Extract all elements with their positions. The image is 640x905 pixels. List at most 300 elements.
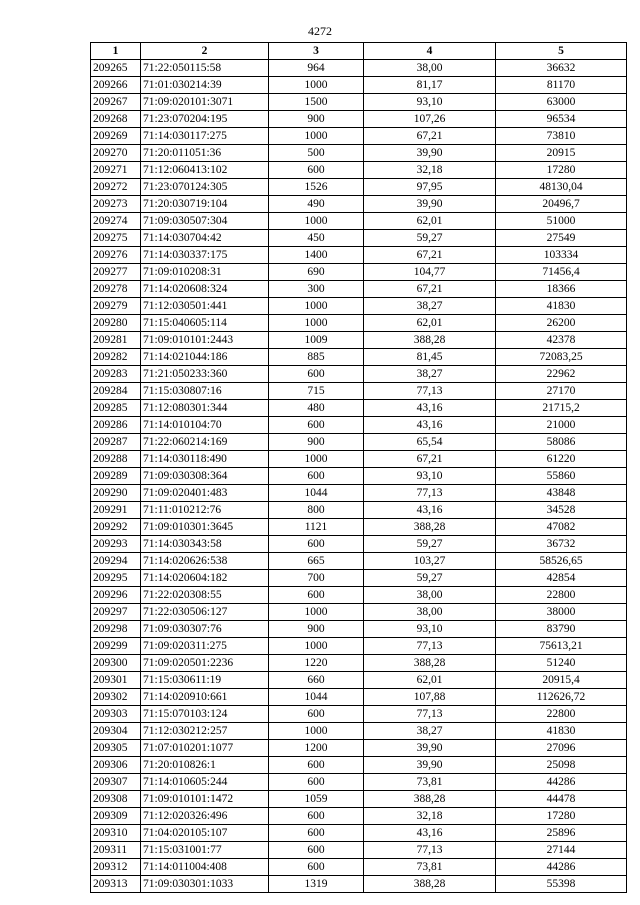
value-cell: 17280 <box>496 162 627 179</box>
row-number-cell: 209287 <box>91 434 141 451</box>
row-number-cell: 209293 <box>91 536 141 553</box>
rate-cell: 388,28 <box>364 655 496 672</box>
area-cell: 800 <box>269 502 364 519</box>
value-cell: 27096 <box>496 740 627 757</box>
row-number-cell: 209276 <box>91 247 141 264</box>
row-number-cell: 209298 <box>91 621 141 638</box>
value-cell: 61220 <box>496 451 627 468</box>
rate-cell: 77,13 <box>364 485 496 502</box>
rate-cell: 38,00 <box>364 60 496 77</box>
rate-cell: 67,21 <box>364 128 496 145</box>
rate-cell: 32,18 <box>364 808 496 825</box>
value-cell: 83790 <box>496 621 627 638</box>
table-row <box>91 723 627 740</box>
row-number-cell: 209273 <box>91 196 141 213</box>
row-number-cell: 209312 <box>91 859 141 876</box>
row-number-cell: 209304 <box>91 723 141 740</box>
cadastral-number-cell: 71:14:020608:324 <box>141 281 269 298</box>
row-number-cell: 209307 <box>91 774 141 791</box>
area-cell: 600 <box>269 468 364 485</box>
area-cell: 600 <box>269 417 364 434</box>
area-cell: 660 <box>269 672 364 689</box>
cadastral-number-cell: 71:14:021044:186 <box>141 349 269 366</box>
cadastral-number-cell: 71:14:020604:182 <box>141 570 269 587</box>
rate-cell: 103,27 <box>364 553 496 570</box>
area-cell: 1000 <box>269 77 364 94</box>
cadastral-number-cell: 71:11:010212:76 <box>141 502 269 519</box>
value-cell: 42854 <box>496 570 627 587</box>
row-number-cell: 209285 <box>91 400 141 417</box>
area-cell: 1000 <box>269 604 364 621</box>
cadastral-number-cell: 71:14:030343:58 <box>141 536 269 553</box>
row-number-cell: 209279 <box>91 298 141 315</box>
cadastral-number-cell: 71:14:030117:275 <box>141 128 269 145</box>
area-cell: 1319 <box>269 876 364 893</box>
rate-cell: 388,28 <box>364 519 496 536</box>
value-cell: 75613,21 <box>496 638 627 655</box>
table-row <box>91 689 627 706</box>
rate-cell: 62,01 <box>364 213 496 230</box>
rate-cell: 104,77 <box>364 264 496 281</box>
value-cell: 36632 <box>496 60 627 77</box>
value-cell: 72083,25 <box>496 349 627 366</box>
value-cell: 42378 <box>496 332 627 349</box>
rate-cell: 388,28 <box>364 791 496 808</box>
rate-cell: 43,16 <box>364 502 496 519</box>
cadastral-number-cell: 71:23:070124:305 <box>141 179 269 196</box>
row-number-cell: 209292 <box>91 519 141 536</box>
table-row <box>91 757 627 774</box>
value-cell: 51240 <box>496 655 627 672</box>
table-row <box>91 604 627 621</box>
value-cell: 81170 <box>496 77 627 94</box>
area-cell: 1009 <box>269 332 364 349</box>
cadastral-number-cell: 71:09:020101:3071 <box>141 94 269 111</box>
table-row <box>91 859 627 876</box>
rate-cell: 38,27 <box>364 298 496 315</box>
table-row <box>91 706 627 723</box>
cadastral-number-cell: 71:15:040605:114 <box>141 315 269 332</box>
value-cell: 17280 <box>496 808 627 825</box>
row-number-cell: 209291 <box>91 502 141 519</box>
cadastral-number-cell: 71:15:070103:124 <box>141 706 269 723</box>
table-row <box>91 179 627 196</box>
value-cell: 58526,65 <box>496 553 627 570</box>
value-cell: 44286 <box>496 859 627 876</box>
rate-cell: 77,13 <box>364 638 496 655</box>
table-row <box>91 298 627 315</box>
value-cell: 112626,72 <box>496 689 627 706</box>
value-cell: 20915,4 <box>496 672 627 689</box>
table-row <box>91 60 627 77</box>
value-cell: 43848 <box>496 485 627 502</box>
table-row <box>91 162 627 179</box>
value-cell: 20496,7 <box>496 196 627 213</box>
area-cell: 1044 <box>269 689 364 706</box>
value-cell: 34528 <box>496 502 627 519</box>
table-row <box>91 349 627 366</box>
cadastral-number-cell: 71:09:010301:3645 <box>141 519 269 536</box>
cadastral-number-cell: 71:09:030507:304 <box>141 213 269 230</box>
rate-cell: 388,28 <box>364 876 496 893</box>
row-number-cell: 209270 <box>91 145 141 162</box>
table-row <box>91 621 627 638</box>
rate-cell: 77,13 <box>364 842 496 859</box>
table-row <box>91 230 627 247</box>
rate-cell: 93,10 <box>364 94 496 111</box>
value-cell: 25098 <box>496 757 627 774</box>
value-cell: 58086 <box>496 434 627 451</box>
table-row <box>91 655 627 672</box>
area-cell: 900 <box>269 434 364 451</box>
table-header-row <box>91 43 627 60</box>
value-cell: 21715,2 <box>496 400 627 417</box>
value-cell: 22800 <box>496 706 627 723</box>
rate-cell: 93,10 <box>364 621 496 638</box>
rate-cell: 93,10 <box>364 468 496 485</box>
column-header: 1 <box>91 43 141 60</box>
table-row <box>91 825 627 842</box>
cadastral-number-cell: 71:22:030506:127 <box>141 604 269 621</box>
table-row <box>91 383 627 400</box>
area-cell: 665 <box>269 553 364 570</box>
area-cell: 1200 <box>269 740 364 757</box>
value-cell: 71456,4 <box>496 264 627 281</box>
rate-cell: 73,81 <box>364 774 496 791</box>
cadastral-number-cell: 71:12:060413:102 <box>141 162 269 179</box>
rate-cell: 107,88 <box>364 689 496 706</box>
row-number-cell: 209306 <box>91 757 141 774</box>
cadastral-number-cell: 71:22:060214:169 <box>141 434 269 451</box>
value-cell: 41830 <box>496 298 627 315</box>
row-number-cell: 209269 <box>91 128 141 145</box>
cadastral-number-cell: 71:22:050115:58 <box>141 60 269 77</box>
row-number-cell: 209301 <box>91 672 141 689</box>
rate-cell: 62,01 <box>364 315 496 332</box>
rate-cell: 77,13 <box>364 706 496 723</box>
row-number-cell: 209280 <box>91 315 141 332</box>
value-cell: 25896 <box>496 825 627 842</box>
rate-cell: 107,26 <box>364 111 496 128</box>
area-cell: 900 <box>269 111 364 128</box>
column-header: 3 <box>269 43 364 60</box>
cadastral-number-cell: 71:01:030214:39 <box>141 77 269 94</box>
area-cell: 600 <box>269 706 364 723</box>
value-cell: 55398 <box>496 876 627 893</box>
row-number-cell: 209309 <box>91 808 141 825</box>
cadastral-number-cell: 71:09:030308:364 <box>141 468 269 485</box>
value-cell: 103334 <box>496 247 627 264</box>
rate-cell: 38,27 <box>364 723 496 740</box>
cadastral-number-cell: 71:09:030301:1033 <box>141 876 269 893</box>
row-number-cell: 209313 <box>91 876 141 893</box>
rate-cell: 97,95 <box>364 179 496 196</box>
row-number-cell: 209302 <box>91 689 141 706</box>
area-cell: 1000 <box>269 638 364 655</box>
row-number-cell: 209311 <box>91 842 141 859</box>
value-cell: 44286 <box>496 774 627 791</box>
cadastral-number-cell: 71:07:010201:1077 <box>141 740 269 757</box>
table-row <box>91 791 627 808</box>
area-cell: 690 <box>269 264 364 281</box>
table-row <box>91 808 627 825</box>
row-number-cell: 209299 <box>91 638 141 655</box>
row-number-cell: 209265 <box>91 60 141 77</box>
row-number-cell: 209294 <box>91 553 141 570</box>
area-cell: 900 <box>269 621 364 638</box>
area-cell: 600 <box>269 587 364 604</box>
table-body <box>91 60 627 893</box>
page-number: 4272 <box>308 24 332 38</box>
table-row <box>91 468 627 485</box>
value-cell: 21000 <box>496 417 627 434</box>
row-number-cell: 209290 <box>91 485 141 502</box>
row-number-cell: 209297 <box>91 604 141 621</box>
value-cell: 27144 <box>496 842 627 859</box>
area-cell: 600 <box>269 162 364 179</box>
row-number-cell: 209278 <box>91 281 141 298</box>
value-cell: 36732 <box>496 536 627 553</box>
rate-cell: 67,21 <box>364 281 496 298</box>
cadastral-number-cell: 71:14:020910:661 <box>141 689 269 706</box>
rate-cell: 38,00 <box>364 587 496 604</box>
rate-cell: 39,90 <box>364 145 496 162</box>
cadastral-number-cell: 71:21:050233:360 <box>141 366 269 383</box>
row-number-cell: 209268 <box>91 111 141 128</box>
row-number-cell: 209288 <box>91 451 141 468</box>
rate-cell: 388,28 <box>364 332 496 349</box>
cadastral-number-cell: 71:23:070204:195 <box>141 111 269 128</box>
value-cell: 22800 <box>496 587 627 604</box>
value-cell: 51000 <box>496 213 627 230</box>
table-row <box>91 842 627 859</box>
row-number-cell: 209308 <box>91 791 141 808</box>
rate-cell: 73,81 <box>364 859 496 876</box>
table-row <box>91 145 627 162</box>
area-cell: 600 <box>269 859 364 876</box>
row-number-cell: 209274 <box>91 213 141 230</box>
rate-cell: 39,90 <box>364 740 496 757</box>
row-number-cell: 209296 <box>91 587 141 604</box>
value-cell: 96534 <box>496 111 627 128</box>
value-cell: 27549 <box>496 230 627 247</box>
cadastral-number-cell: 71:20:030719:104 <box>141 196 269 213</box>
cadastral-number-cell: 71:09:010101:2443 <box>141 332 269 349</box>
cadastral-number-cell: 71:12:080301:344 <box>141 400 269 417</box>
row-number-cell: 209271 <box>91 162 141 179</box>
table-row <box>91 94 627 111</box>
area-cell: 1000 <box>269 723 364 740</box>
row-number-cell: 209267 <box>91 94 141 111</box>
column-header: 4 <box>364 43 496 60</box>
area-cell: 450 <box>269 230 364 247</box>
value-cell: 18366 <box>496 281 627 298</box>
row-number-cell: 209281 <box>91 332 141 349</box>
rate-cell: 62,01 <box>364 672 496 689</box>
cadastral-number-cell: 71:09:030307:76 <box>141 621 269 638</box>
table-row <box>91 400 627 417</box>
area-cell: 1044 <box>269 485 364 502</box>
cadastral-number-cell: 71:15:030611:19 <box>141 672 269 689</box>
value-cell: 47082 <box>496 519 627 536</box>
rate-cell: 81,45 <box>364 349 496 366</box>
row-number-cell: 209286 <box>91 417 141 434</box>
table-row <box>91 434 627 451</box>
cadastral-number-cell: 71:09:020401:483 <box>141 485 269 502</box>
row-number-cell: 209283 <box>91 366 141 383</box>
table-row <box>91 366 627 383</box>
table-row <box>91 315 627 332</box>
value-cell: 48130,04 <box>496 179 627 196</box>
row-number-cell: 209284 <box>91 383 141 400</box>
table-row <box>91 111 627 128</box>
cadastral-number-cell: 71:15:030807:16 <box>141 383 269 400</box>
table-row <box>91 485 627 502</box>
table-row <box>91 553 627 570</box>
value-cell: 22962 <box>496 366 627 383</box>
table-row <box>91 536 627 553</box>
area-cell: 715 <box>269 383 364 400</box>
area-cell: 600 <box>269 825 364 842</box>
table-row <box>91 77 627 94</box>
area-cell: 1500 <box>269 94 364 111</box>
rate-cell: 38,00 <box>364 604 496 621</box>
area-cell: 500 <box>269 145 364 162</box>
table-row <box>91 638 627 655</box>
cadastral-number-cell: 71:20:011051:36 <box>141 145 269 162</box>
cadastral-number-cell: 71:14:011004:408 <box>141 859 269 876</box>
rate-cell: 59,27 <box>364 230 496 247</box>
value-cell: 73810 <box>496 128 627 145</box>
table-row <box>91 740 627 757</box>
row-number-cell: 209305 <box>91 740 141 757</box>
rate-cell: 38,27 <box>364 366 496 383</box>
area-cell: 1059 <box>269 791 364 808</box>
rate-cell: 43,16 <box>364 417 496 434</box>
area-cell: 600 <box>269 366 364 383</box>
area-cell: 1000 <box>269 451 364 468</box>
cadastral-number-cell: 71:09:020501:2236 <box>141 655 269 672</box>
area-cell: 600 <box>269 808 364 825</box>
rate-cell: 67,21 <box>364 451 496 468</box>
area-cell: 885 <box>269 349 364 366</box>
area-cell: 600 <box>269 842 364 859</box>
row-number-cell: 209277 <box>91 264 141 281</box>
rate-cell: 77,13 <box>364 383 496 400</box>
value-cell: 27170 <box>496 383 627 400</box>
rate-cell: 43,16 <box>364 400 496 417</box>
row-number-cell: 209310 <box>91 825 141 842</box>
table-row <box>91 587 627 604</box>
table-row <box>91 196 627 213</box>
row-number-cell: 209289 <box>91 468 141 485</box>
table-row <box>91 213 627 230</box>
value-cell: 44478 <box>496 791 627 808</box>
cadastral-number-cell: 71:09:020311:275 <box>141 638 269 655</box>
area-cell: 480 <box>269 400 364 417</box>
area-cell: 700 <box>269 570 364 587</box>
area-cell: 1000 <box>269 128 364 145</box>
cadastral-number-cell: 71:14:030118:490 <box>141 451 269 468</box>
value-cell: 38000 <box>496 604 627 621</box>
table-row <box>91 502 627 519</box>
table-row <box>91 281 627 298</box>
table-row <box>91 570 627 587</box>
cadastral-number-cell: 71:12:030212:257 <box>141 723 269 740</box>
area-cell: 600 <box>269 774 364 791</box>
cadastral-number-cell: 71:04:020105:107 <box>141 825 269 842</box>
cadastral-number-cell: 71:09:010208:31 <box>141 264 269 281</box>
row-number-cell: 209303 <box>91 706 141 723</box>
value-cell: 41830 <box>496 723 627 740</box>
table-row <box>91 332 627 349</box>
rate-cell: 65,54 <box>364 434 496 451</box>
column-header: 2 <box>141 43 269 60</box>
table-row <box>91 774 627 791</box>
rate-cell: 32,18 <box>364 162 496 179</box>
cadastral-number-cell: 71:20:010826:1 <box>141 757 269 774</box>
table-row <box>91 672 627 689</box>
area-cell: 1000 <box>269 298 364 315</box>
area-cell: 300 <box>269 281 364 298</box>
value-cell: 26200 <box>496 315 627 332</box>
rate-cell: 59,27 <box>364 570 496 587</box>
rate-cell: 59,27 <box>364 536 496 553</box>
cadastral-number-cell: 71:14:020626:538 <box>141 553 269 570</box>
area-cell: 600 <box>269 757 364 774</box>
area-cell: 1400 <box>269 247 364 264</box>
cadastral-number-cell: 71:12:030501:441 <box>141 298 269 315</box>
area-cell: 1121 <box>269 519 364 536</box>
row-number-cell: 209295 <box>91 570 141 587</box>
row-number-cell: 209282 <box>91 349 141 366</box>
value-cell: 63000 <box>496 94 627 111</box>
table-row <box>91 417 627 434</box>
rate-cell: 39,90 <box>364 196 496 213</box>
table-row <box>91 876 627 893</box>
row-number-cell: 209275 <box>91 230 141 247</box>
area-cell: 1220 <box>269 655 364 672</box>
table-row <box>91 451 627 468</box>
area-cell: 1000 <box>269 213 364 230</box>
cadastral-number-cell: 71:22:020308:55 <box>141 587 269 604</box>
area-cell: 600 <box>269 536 364 553</box>
value-cell: 20915 <box>496 145 627 162</box>
row-number-cell: 209300 <box>91 655 141 672</box>
column-header: 5 <box>496 43 627 60</box>
rate-cell: 39,90 <box>364 757 496 774</box>
cadastral-number-cell: 71:09:010101:1472 <box>141 791 269 808</box>
rate-cell: 43,16 <box>364 825 496 842</box>
cadastral-value-table <box>90 42 627 893</box>
rate-cell: 67,21 <box>364 247 496 264</box>
area-cell: 1000 <box>269 315 364 332</box>
area-cell: 1526 <box>269 179 364 196</box>
cadastral-number-cell: 71:14:030704:42 <box>141 230 269 247</box>
row-number-cell: 209272 <box>91 179 141 196</box>
cadastral-number-cell: 71:15:031001:77 <box>141 842 269 859</box>
cadastral-number-cell: 71:14:010104:70 <box>141 417 269 434</box>
cadastral-number-cell: 71:14:010605:244 <box>141 774 269 791</box>
table-row <box>91 264 627 281</box>
value-cell: 55860 <box>496 468 627 485</box>
row-number-cell: 209266 <box>91 77 141 94</box>
cadastral-number-cell: 71:14:030337:175 <box>141 247 269 264</box>
cadastral-number-cell: 71:12:020326:496 <box>141 808 269 825</box>
table-row <box>91 247 627 264</box>
rate-cell: 81,17 <box>364 77 496 94</box>
area-cell: 490 <box>269 196 364 213</box>
